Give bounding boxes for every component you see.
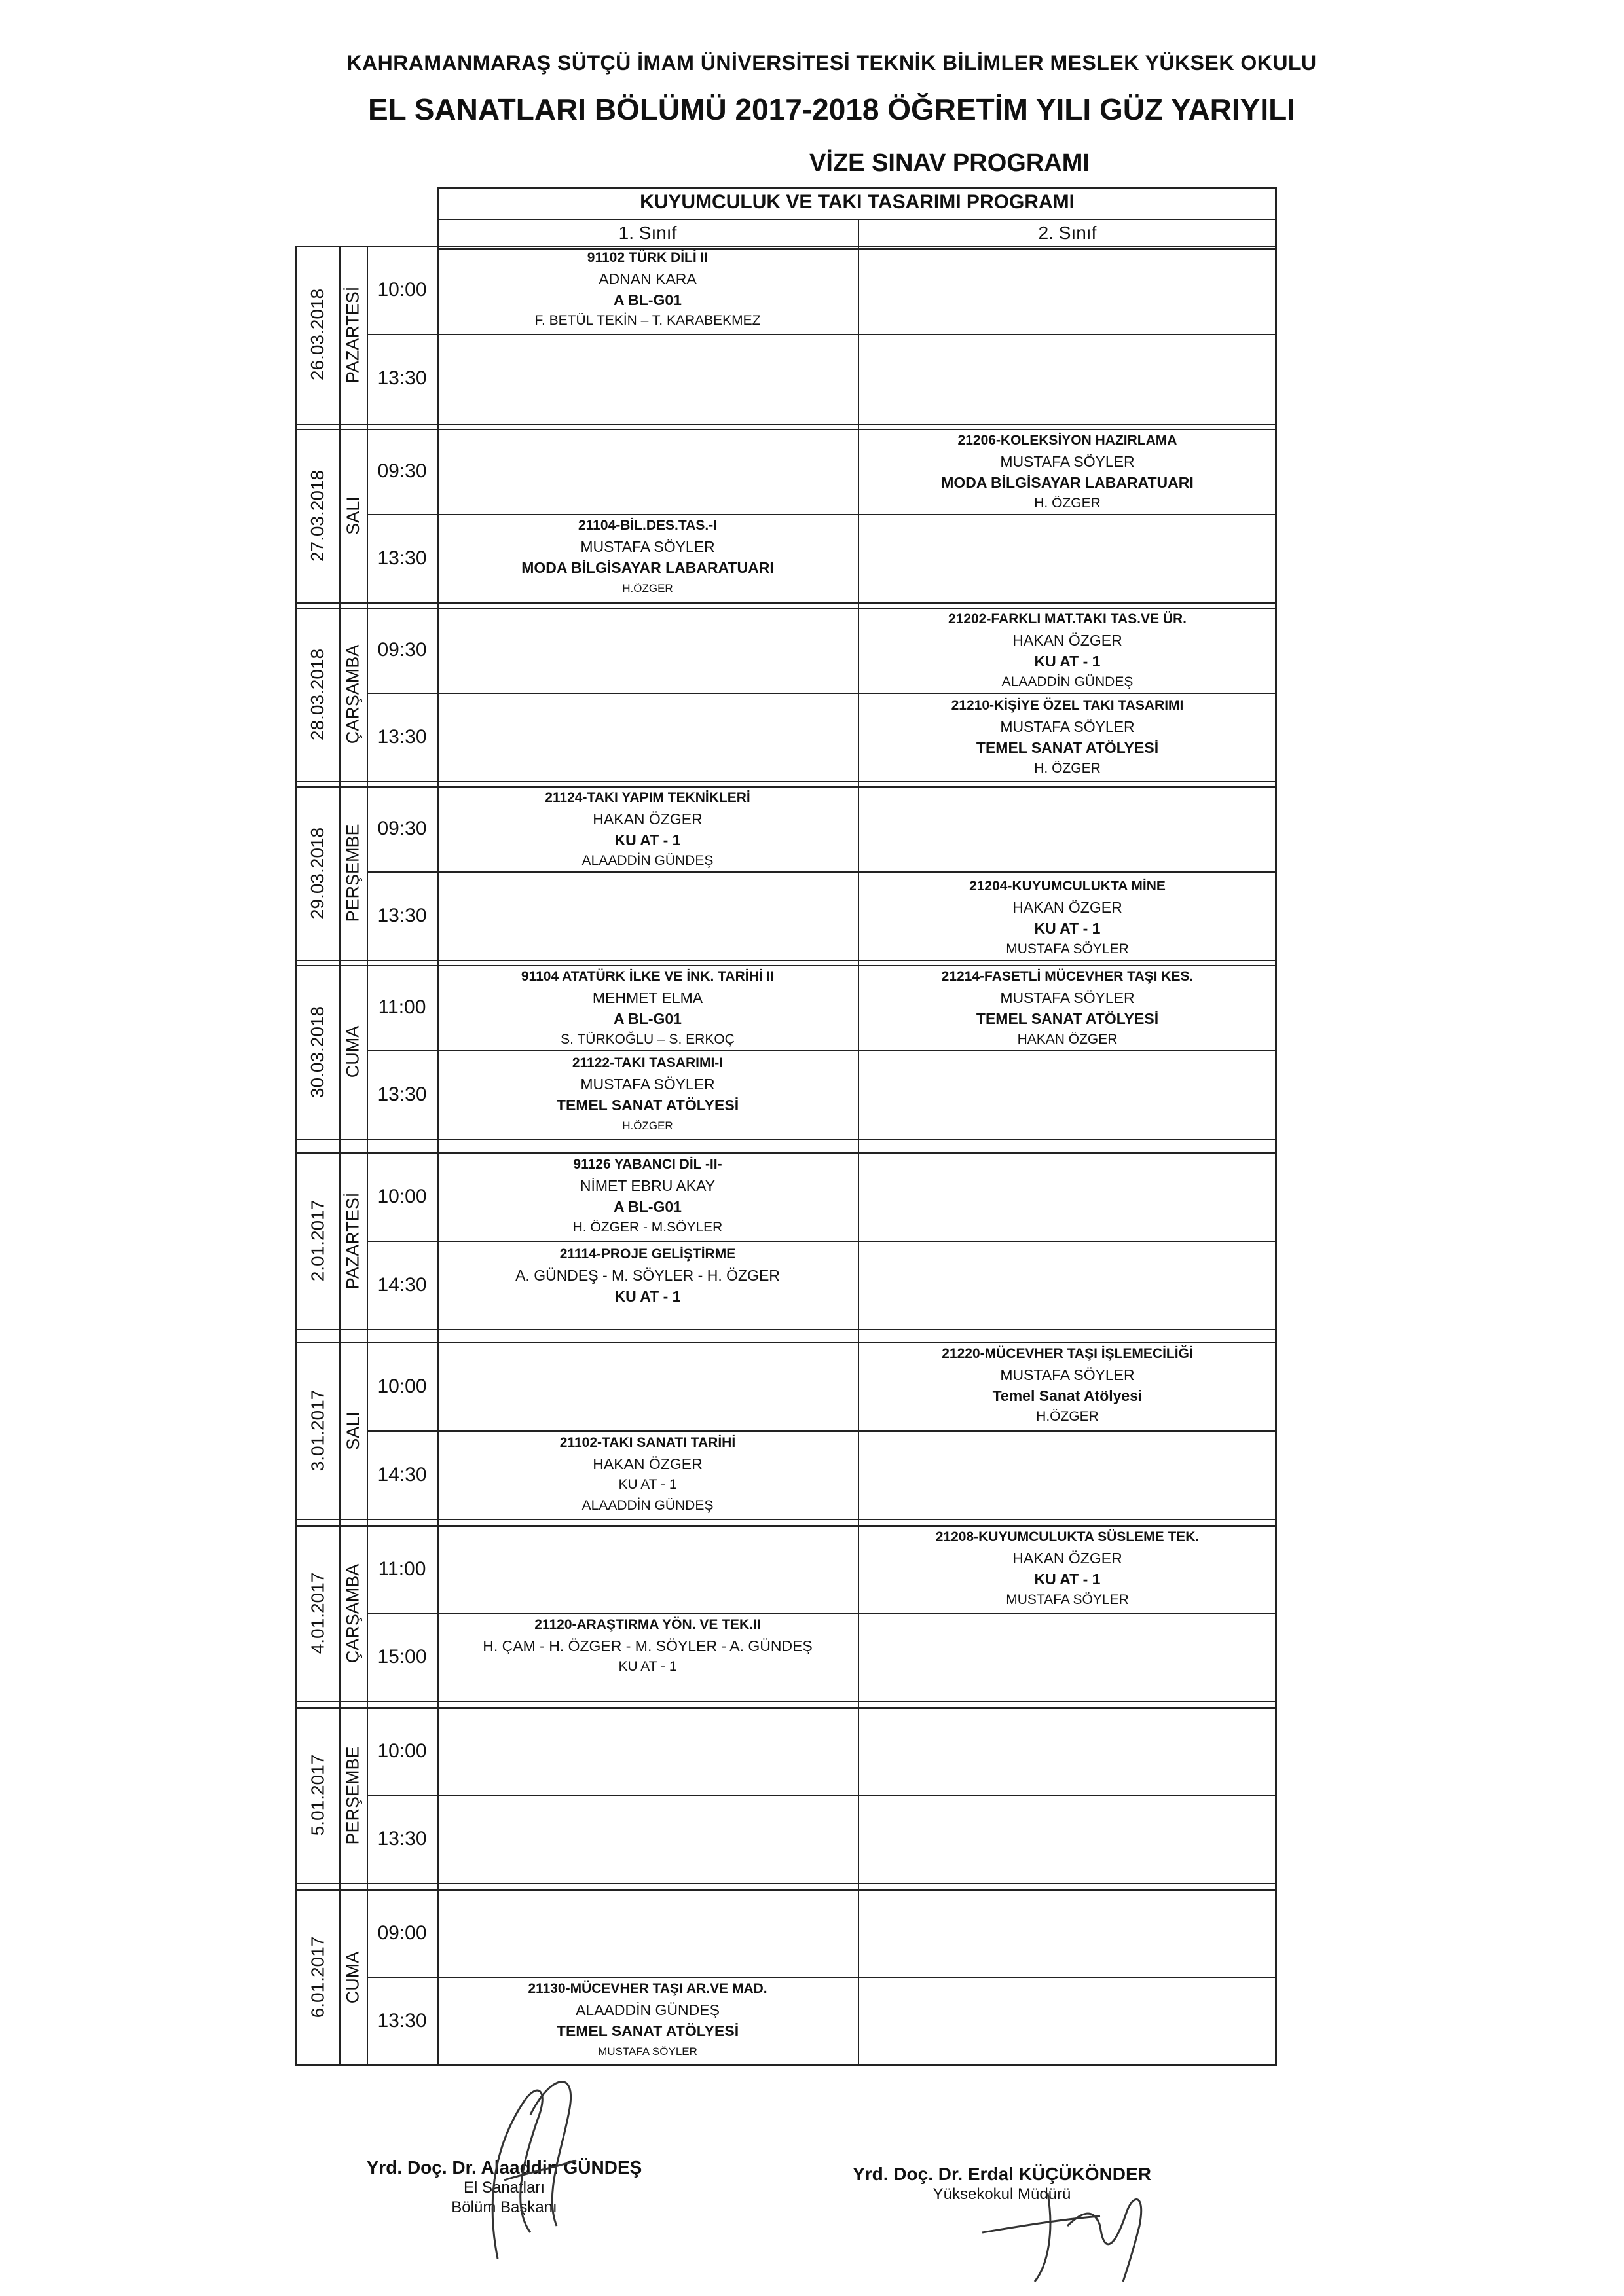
time-slot: 13:30 xyxy=(377,2009,427,2032)
exam-entry: 21114-PROJE GELİŞTİRME A. GÜNDEŞ - M. SÖYLER - H. ÖZGER KU AT - 1 xyxy=(515,1247,780,1305)
day-separator xyxy=(295,1152,1277,1154)
slot-separator xyxy=(367,1050,1277,1051)
exam-entry: 21206-KOLEKSİYON HAZIRLAMA MUSTAFA SÖYLER MODA BİLGİSAYAR LABARATUARI H. ÖZGER xyxy=(941,433,1194,511)
day-separator xyxy=(295,1889,1277,1891)
day-separator xyxy=(295,1139,1277,1140)
time-slot: 10:00 xyxy=(377,1375,427,1397)
time-slot: 09:30 xyxy=(377,460,427,482)
day-name-cell: ÇARŞAMBA xyxy=(342,644,363,744)
slot-separator xyxy=(367,1795,1277,1796)
time-slot: 15:00 xyxy=(377,1645,427,1667)
day-separator xyxy=(295,960,1277,961)
day-separator xyxy=(295,424,1277,425)
slot-separator xyxy=(367,1430,1277,1432)
slot-separator xyxy=(367,1977,1277,1978)
date-cell: 5.01.2017 xyxy=(307,1754,328,1836)
exam-entry: 91126 YABANCI DİL -II- NİMET EBRU AKAY A BL-G01 H. ÖZGER - M.SÖYLER xyxy=(572,1157,723,1235)
date-cell: 30.03.2018 xyxy=(307,1006,328,1098)
time-slot: 11:00 xyxy=(378,996,426,1018)
time-slot: 13:30 xyxy=(377,725,427,748)
exam-entry: 91102 TÜRK DİLİ II ADNAN KARA A BL-G01 F. BETÜL TEKİN – T. KARABEKMEZ xyxy=(534,250,761,328)
exam-entry: 21208-KUYUMCULUKTA SÜSLEME TEK. HAKAN ÖZGER KU AT - 1 MUSTAFA SÖYLER xyxy=(935,1529,1200,1607)
slot-separator xyxy=(367,334,1277,335)
time-slot: 10:00 xyxy=(377,1740,427,1762)
date-cell: 27.03.2018 xyxy=(307,469,328,562)
exam-entry: 21202-FARKLI MAT.TAKI TAS.VE ÜR. HAKAN ÖZGER KU AT - 1 ALAADDİN GÜNDEŞ xyxy=(948,611,1187,689)
time-slot: 13:30 xyxy=(377,904,427,926)
exam-entry: 21104-BİL.DES.TAS.-I MUSTAFA SÖYLER MODA BİLGİSAYAR LABARATUARI H.ÖZGER xyxy=(521,518,774,594)
day-separator xyxy=(295,1519,1277,1520)
department-title: EL SANATLARI BÖLÜMÜ 2017-2018 ÖĞRETİM YILI GÜZ YARIYILI xyxy=(367,92,1296,126)
exam-entry: 21204-KUYUMCULUKTA MİNE HAKAN ÖZGER KU AT - 1 MUSTAFA SÖYLER xyxy=(969,879,1166,957)
time-slot: 10:00 xyxy=(377,1185,427,1207)
signature-right: Yrd. Doç. Dr. Erdal KÜÇÜKÖNDER Yüksekokul Müdürü xyxy=(853,2164,1151,2203)
day-name-cell: PERŞEMBE xyxy=(342,824,363,922)
date-cell: 28.03.2018 xyxy=(307,648,328,740)
exam-entry: 21122-TAKI TASARIMI-I MUSTAFA SÖYLER TEMEL SANAT ATÖLYESİ H.ÖZGER xyxy=(556,1055,739,1132)
time-slot: 13:30 xyxy=(377,1827,427,1850)
day-name-cell: PAZARTESİ xyxy=(342,1192,363,1289)
time-slot: 13:30 xyxy=(377,547,427,569)
day-name-cell: SALI xyxy=(342,496,363,535)
exam-entry: 21124-TAKI YAPIM TEKNİKLERİ HAKAN ÖZGER KU AT - 1 ALAADDİN GÜNDEŞ xyxy=(545,790,750,868)
date-cell: 3.01.2017 xyxy=(307,1389,328,1472)
day-separator xyxy=(295,1701,1277,1702)
day-name-cell: ÇARŞAMBA xyxy=(342,1563,363,1663)
time-slot: 09:30 xyxy=(377,818,427,839)
slot-separator xyxy=(367,1241,1277,1242)
date-cell: 4.01.2017 xyxy=(307,1572,328,1654)
signature-left: Yrd. Doç. Dr. Alaaddin GÜNDEŞ El Sanatları Bölüm Başkanı xyxy=(366,2157,642,2216)
day-separator xyxy=(295,602,1277,604)
slot-separator xyxy=(367,1613,1277,1614)
time-slot: 13:30 xyxy=(377,367,427,389)
class-2-header: 2. Sınıf xyxy=(1038,223,1097,243)
slot-separator xyxy=(367,693,1277,694)
day-separator xyxy=(295,1707,1277,1709)
date-cell: 6.01.2017 xyxy=(307,1936,328,2018)
day-separator xyxy=(295,1329,1277,1330)
class-1-header: 1. Sınıf xyxy=(618,223,677,243)
time-slot: 09:00 xyxy=(377,1922,427,1944)
signature-scribble-right xyxy=(969,2154,1166,2285)
day-name-cell: PERŞEMBE xyxy=(342,1745,363,1845)
time-slot: 09:30 xyxy=(377,639,427,661)
time-slot: 14:30 xyxy=(377,1273,427,1296)
day-name-cell: CUMA xyxy=(342,1951,363,2003)
day-separator xyxy=(295,781,1277,782)
exam-entry: 21214-FASETLİ MÜCEVHER TAŞI KES. MUSTAFA SÖYLER TEMEL SANAT ATÖLYESİ HAKAN ÖZGER xyxy=(941,969,1194,1047)
date-cell: 26.03.2018 xyxy=(307,288,328,381)
exam-program-title: VİZE SINAV PROGRAMI xyxy=(809,149,1090,177)
day-name-cell: PAZARTESİ xyxy=(342,286,363,383)
day-separator xyxy=(295,1883,1277,1884)
time-slot: 14:30 xyxy=(377,1463,427,1485)
exam-entry: 21130-MÜCEVHER TAŞI AR.VE MAD. ALAADDİN GÜNDEŞ TEMEL SANAT ATÖLYESİ MUSTAFA SÖYLER xyxy=(528,1981,767,2058)
institution-title: KAHRAMANMARAŞ SÜTÇÜ İMAM ÜNİVERSİTESİ TEKNİK BİLİMLER MESLEK YÜKSEK OKULU xyxy=(346,51,1317,75)
slot-separator xyxy=(367,871,1277,873)
date-cell: 2.01.2017 xyxy=(307,1199,328,1282)
time-slot: 10:00 xyxy=(377,278,427,301)
exam-entry: 91104 ATATÜRK İLKE VE İNK. TARİHİ II MEHMET ELMA A BL-G01 S. TÜRKOĞLU – S. ERKOÇ xyxy=(521,969,775,1047)
day-name-cell: CUMA xyxy=(342,1025,363,1078)
time-slot: 11:00 xyxy=(378,1558,426,1580)
time-slot: 13:30 xyxy=(377,1083,427,1105)
program-name: KUYUMCULUK VE TAKI TASARIMI PROGRAMI xyxy=(640,191,1075,213)
signature-scribble-left xyxy=(458,2062,602,2285)
exam-entry: 21210-KİŞİYE ÖZEL TAKI TASARIMI MUSTAFA SÖYLER TEMEL SANAT ATÖLYESİ H. ÖZGER xyxy=(951,698,1184,776)
day-name-cell: SALI xyxy=(342,1411,363,1450)
date-cell: 29.03.2018 xyxy=(307,827,328,919)
exam-entry: 21102-TAKI SANATI TARİHİ HAKAN ÖZGER KU AT - 1 ALAADDİN GÜNDEŞ xyxy=(559,1435,736,1513)
exam-entry: 21120-ARAŞTIRMA YÖN. VE TEK.II H. ÇAM - H. ÖZGER - M. SÖYLER - A. GÜNDEŞ KU AT - 1 xyxy=(483,1617,813,1674)
exam-entry: 21220-MÜCEVHER TAŞI İŞLEMECİLİĞİ MUSTAFA SÖYLER Temel Sanat Atölyesi H.ÖZGER xyxy=(942,1346,1193,1424)
